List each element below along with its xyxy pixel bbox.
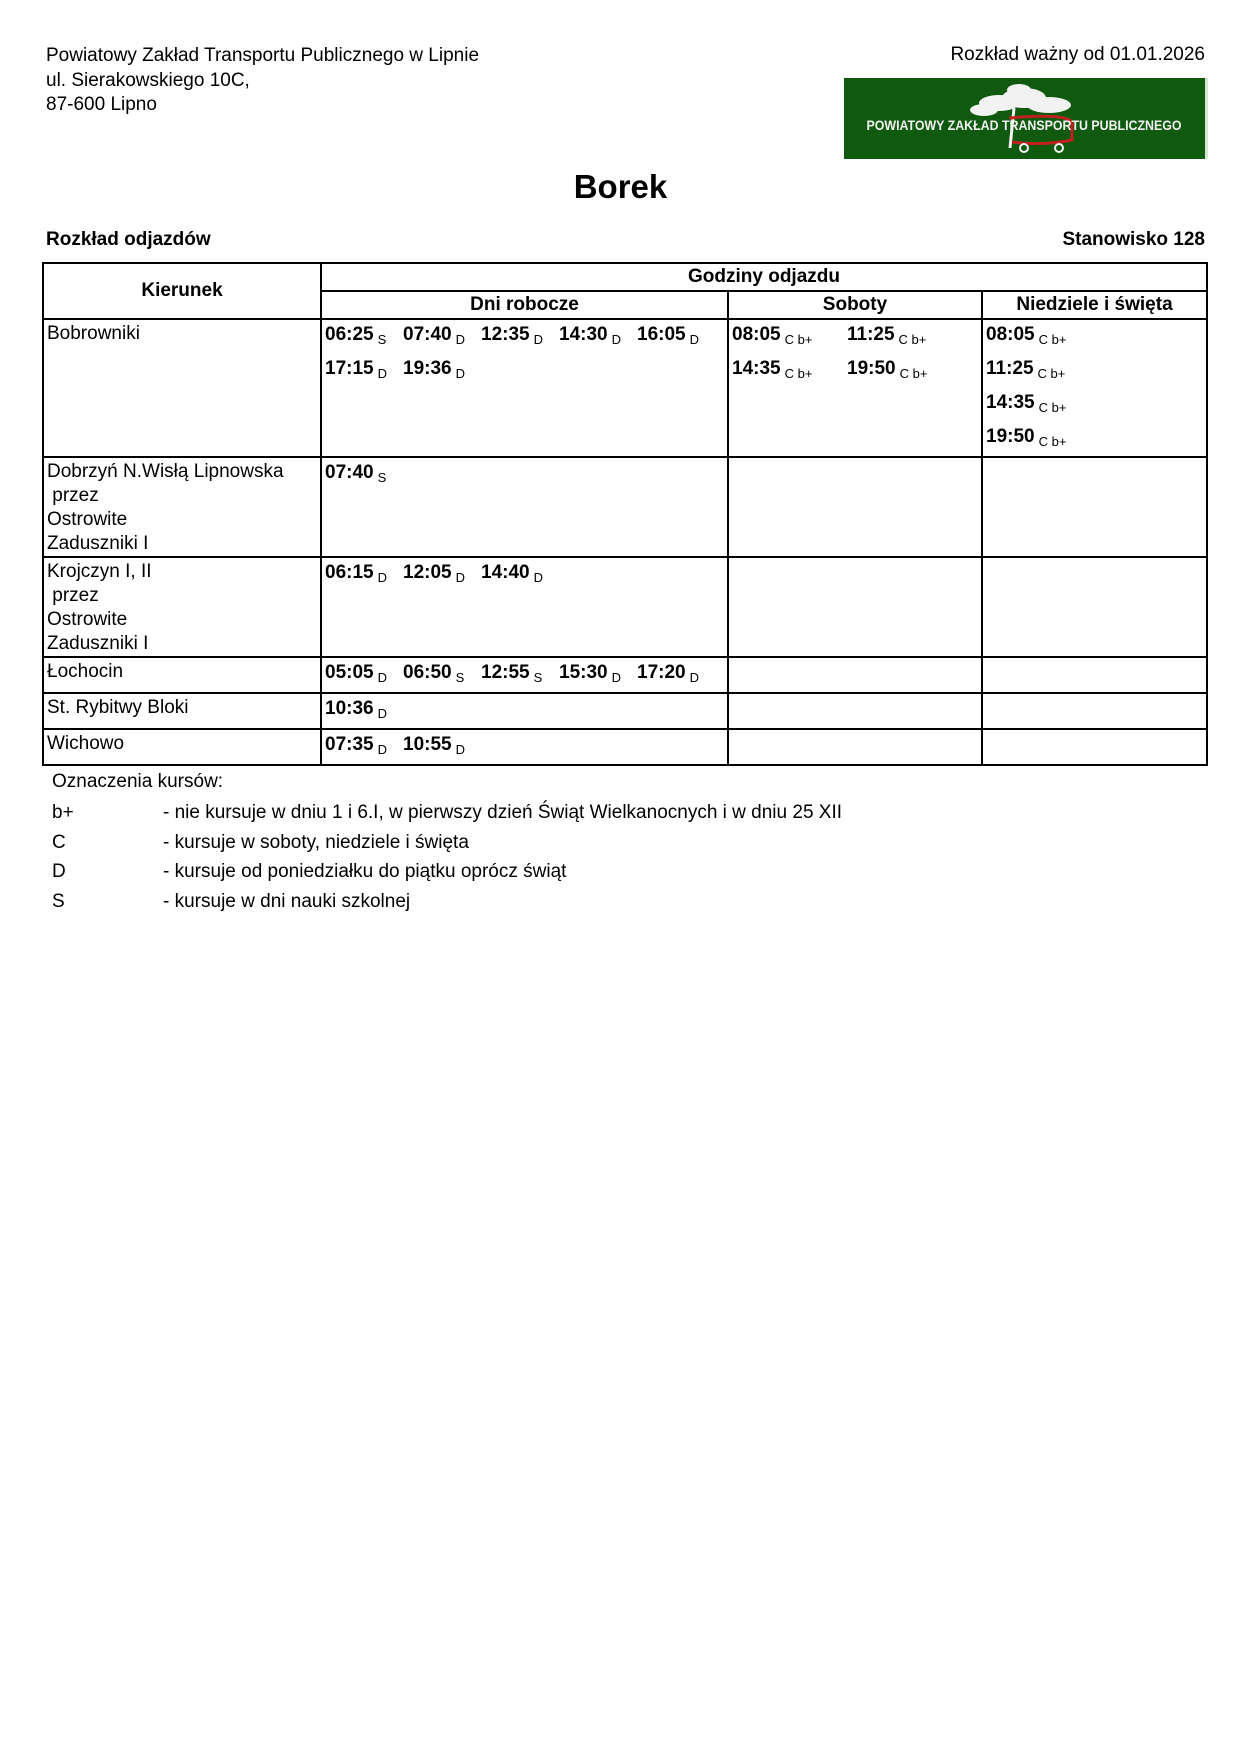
departure-time: 07:35	[325, 734, 374, 755]
departure-mark: D	[455, 332, 465, 347]
legend-code: S	[52, 891, 65, 913]
departure	[403, 320, 481, 354]
departure-mark: D	[611, 332, 621, 347]
departure	[986, 320, 1203, 354]
section-title: Rozkład odjazdów	[46, 229, 211, 250]
departure	[847, 354, 962, 388]
direction-line: Zaduszniki I	[47, 633, 149, 654]
table-row	[43, 457, 1207, 557]
departure-mark: S	[533, 670, 543, 685]
departure-mark: C b+	[1037, 366, 1066, 381]
direction-line: Bobrowniki	[47, 323, 140, 344]
weekdays-cell	[321, 557, 728, 657]
departure-mark: D	[611, 670, 621, 685]
legend-code: D	[52, 861, 66, 883]
departure-time: 11:25	[986, 358, 1034, 379]
departure-mark: C b+	[1038, 434, 1067, 449]
timetable-section	[42, 262, 1206, 920]
departure	[325, 320, 403, 354]
departure	[481, 658, 559, 692]
departure	[986, 422, 1203, 456]
stop-name: Borek	[573, 168, 668, 205]
direction-line: Wichowo	[47, 733, 125, 754]
departure-time: 19:50	[847, 358, 896, 379]
sundays-cell	[982, 457, 1207, 557]
departure-time: 16:05	[637, 324, 686, 345]
saturdays-cell	[728, 657, 982, 693]
company-street: ul. Sierakowskiego 10C,	[46, 69, 250, 91]
departure-time: 07:40	[403, 324, 452, 345]
direction-cell	[43, 319, 321, 457]
departure-mark: D	[455, 742, 465, 757]
departure	[732, 354, 847, 388]
legend-item	[52, 890, 1206, 920]
direction-line: przez	[47, 485, 99, 506]
sundays-cell	[982, 657, 1207, 693]
legend-item	[52, 801, 1206, 831]
svg-text:POWIATOWY ZAKŁAD TRANSPORTU PU: POWIATOWY ZAKŁAD TRANSPORTU PUBLICZNEGO	[866, 117, 1182, 133]
departure	[403, 354, 481, 388]
header-departure-times: Godziny odjazdu	[321, 263, 1207, 291]
departure-mark: D	[533, 332, 543, 347]
departure-mark: D	[689, 332, 699, 347]
departure-mark: C b+	[784, 332, 813, 347]
table-row	[43, 729, 1207, 765]
departure-time: 14:35	[986, 392, 1035, 413]
departure-mark: C b+	[899, 366, 928, 381]
weekdays-cell	[321, 693, 728, 729]
valid-from: Rozkład ważny od 01.01.2026	[950, 44, 1205, 65]
departure-time: 10:36	[325, 698, 374, 719]
departure-mark: S	[377, 332, 387, 347]
direction-line: Ostrowite	[47, 609, 128, 630]
departure	[403, 658, 481, 692]
direction-cell	[43, 457, 321, 557]
departure-time: 17:20	[637, 662, 686, 683]
departure-mark: D	[377, 706, 387, 721]
departure	[847, 320, 962, 354]
departure	[325, 694, 403, 728]
sundays-cell	[982, 557, 1207, 657]
departure-mark: S	[455, 670, 465, 685]
departure-mark: C b+	[1038, 400, 1067, 415]
departure-time: 06:25	[325, 324, 374, 345]
departure-time: 10:55	[403, 734, 452, 755]
saturdays-cell	[728, 319, 982, 457]
departure-mark: C b+	[898, 332, 927, 347]
direction-line: St. Rybitwy Bloki	[47, 697, 189, 718]
timetable	[42, 262, 1208, 766]
direction-line: Łochocin	[47, 661, 124, 682]
platform-number: Stanowisko 128	[1062, 229, 1205, 250]
direction-cell	[43, 557, 321, 657]
departure-mark: D	[455, 570, 465, 585]
tree-bus-logo-icon	[844, 78, 1205, 159]
departure	[481, 558, 559, 592]
direction-line: Zaduszniki I	[47, 533, 149, 554]
saturdays-cell	[728, 729, 982, 765]
departure-time: 12:35	[481, 324, 530, 345]
departure-time: 05:05	[325, 662, 374, 683]
departure-time: 19:36	[403, 358, 452, 379]
direction-line: Dobrzyń N.Wisłą Lipnowska	[47, 461, 284, 482]
weekdays-cell	[321, 729, 728, 765]
header-weekdays: Dni robocze	[321, 291, 728, 319]
saturdays-cell	[728, 557, 982, 657]
departure-mark: D	[377, 670, 387, 685]
legend-item	[52, 860, 1206, 890]
departure-time: 08:05	[986, 324, 1035, 345]
legend	[52, 770, 1206, 920]
company-city: 87-600 Lipno	[46, 94, 157, 115]
departure-time: 14:40	[481, 562, 530, 583]
departure	[325, 558, 403, 592]
company-logo	[844, 78, 1208, 159]
weekdays-cell	[321, 657, 728, 693]
header-saturdays: Soboty	[728, 291, 982, 319]
departure-time: 14:30	[559, 324, 608, 345]
legend-description: - kursuje w dni nauki szkolnej	[163, 891, 411, 913]
company-name: Powiatowy Zakład Transportu Publicznego w Lipnie	[46, 45, 480, 66]
departure	[481, 320, 559, 354]
sundays-cell	[982, 319, 1207, 457]
departure-time: 07:40	[325, 462, 374, 483]
legend-title: Oznaczenia kursów:	[52, 771, 224, 792]
direction-cell	[43, 657, 321, 693]
direction-line: Ostrowite	[47, 509, 128, 530]
departure-time: 14:35	[732, 358, 781, 379]
departure-time: 06:50	[403, 662, 452, 683]
departure-mark: C b+	[1038, 332, 1067, 347]
sundays-cell	[982, 693, 1207, 729]
departure-mark: C b+	[784, 366, 813, 381]
legend-description: - nie kursuje w dniu 1 i 6.I, w pierwszy dzień Świąt Wielkanocnych i w dniu 25 XII	[163, 802, 843, 823]
departure	[986, 388, 1203, 422]
departure	[403, 558, 481, 592]
header-sundays: Niedziele i święta	[982, 291, 1207, 319]
legend-description: - kursuje w soboty, niedziele i święta	[163, 831, 469, 853]
departure-time: 19:50	[986, 426, 1035, 447]
table-row	[43, 557, 1207, 657]
departure	[403, 730, 481, 764]
departure-mark: D	[455, 366, 465, 381]
header-direction: Kierunek	[43, 263, 321, 319]
weekdays-cell	[321, 457, 728, 557]
departure-time: 15:30	[559, 662, 608, 683]
departure-time: 06:15	[325, 562, 374, 583]
company-address	[46, 44, 479, 118]
table-row	[43, 657, 1207, 693]
departure-time: 12:55	[481, 662, 530, 683]
departure	[986, 354, 1203, 388]
departure	[732, 320, 847, 354]
departure-mark: D	[533, 570, 543, 585]
departure	[325, 658, 403, 692]
table-row	[43, 319, 1207, 457]
saturdays-cell	[728, 693, 982, 729]
departure	[637, 320, 715, 354]
departure	[559, 320, 637, 354]
direction-line: przez	[47, 585, 99, 606]
departure	[325, 730, 403, 764]
legend-code: C	[52, 831, 66, 853]
weekdays-cell	[321, 319, 728, 457]
departure-mark: S	[377, 470, 387, 485]
departure	[559, 658, 637, 692]
departure-time: 17:15	[325, 358, 374, 379]
departure-mark: D	[377, 742, 387, 757]
departure-time: 08:05	[732, 324, 781, 345]
saturdays-cell	[728, 457, 982, 557]
legend-description: - kursuje od poniedziałku do piątku oprócz świąt	[163, 861, 567, 883]
legend-item	[52, 831, 1206, 861]
direction-line: Krojczyn I, II	[47, 561, 152, 582]
departure-mark: D	[689, 670, 699, 685]
table-row	[43, 693, 1207, 729]
legend-code: b+	[52, 802, 74, 823]
departure-mark: D	[377, 570, 387, 585]
direction-cell	[43, 729, 321, 765]
departure	[325, 458, 403, 492]
sundays-cell	[982, 729, 1207, 765]
departure-time: 12:05	[403, 562, 452, 583]
departure-mark: D	[377, 366, 387, 381]
departure	[325, 354, 403, 388]
direction-cell	[43, 693, 321, 729]
departure	[637, 658, 715, 692]
departure-time: 11:25	[847, 324, 895, 345]
